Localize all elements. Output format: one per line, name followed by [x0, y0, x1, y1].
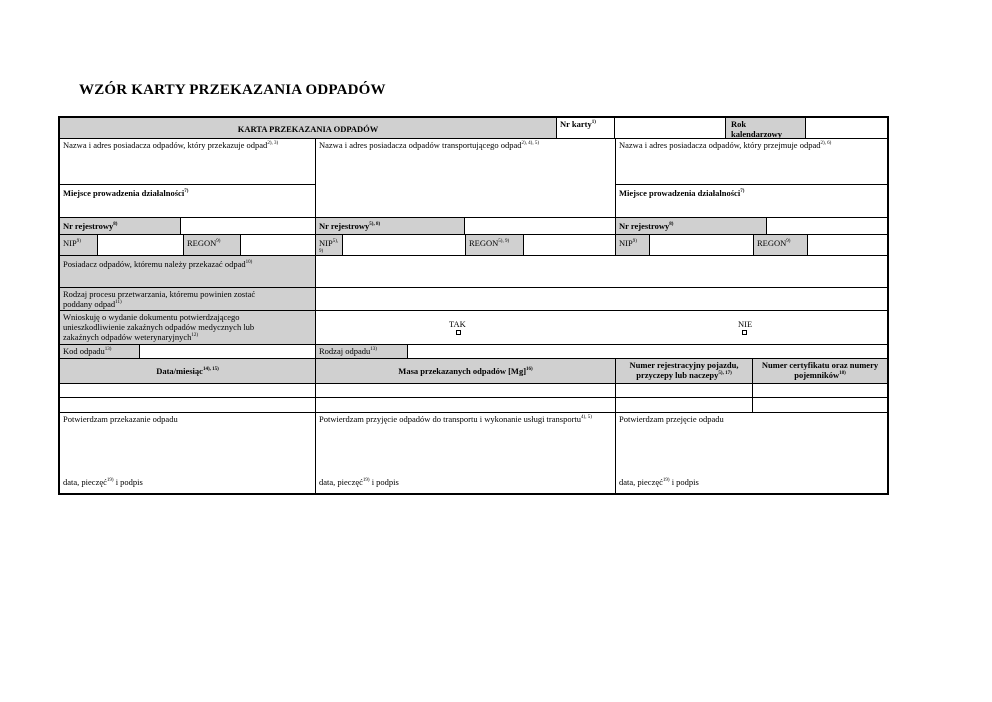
rok-field[interactable]	[806, 118, 887, 139]
przejmujacy-name-field[interactable]: Nazwa i adres posiadacza odpadów, który przejmuje odpad$^{2), 6)}$	[616, 139, 887, 185]
table-row-2-masa[interactable]	[316, 398, 616, 413]
rodzaj-procesu-field[interactable]	[316, 288, 887, 311]
table-row-1-certyfikat[interactable]	[753, 384, 887, 398]
nr-rejestrowy-field-3[interactable]	[767, 218, 887, 235]
table-row-1-data[interactable]	[60, 384, 316, 398]
confirm-przejecie[interactable]: Potwierdzam przejęcie odpadu data, pieczęć$^{19)}$ i podpis	[619, 414, 724, 487]
th-certyfikat: Numer certyfikatu oraz numery pojemników$^{18)}$	[753, 359, 887, 384]
nie-label: NIE	[738, 319, 753, 329]
przejmujacy-miejsce-field[interactable]: Miejsce prowadzenia działalności$^{7)}$	[616, 185, 887, 218]
kod-odpadu-label: Kod odpadu$^{13)}$	[60, 345, 140, 359]
th-nr-pojazdu: Numer rejestracyjny pojazdu, przyczepy lub naczepy$^{5), 17)}$	[616, 359, 753, 384]
table-row-2-pojazd[interactable]	[616, 398, 753, 413]
nr-karty-field[interactable]	[615, 118, 726, 139]
posiadacz-label: Posiadacz odpadów, któremu należy przekazać odpad$^{10)}$	[60, 256, 316, 288]
signature-label-3: data, pieczęć$^{19)}$ i podpis	[619, 477, 699, 487]
nr-rejestrowy-field-1[interactable]	[181, 218, 316, 235]
nip-field-1[interactable]	[98, 235, 184, 256]
waste-transfer-card	[58, 116, 889, 495]
table-row-1-pojazd[interactable]	[616, 384, 753, 398]
regon-label-1: REGON$^{9)}$	[184, 235, 241, 256]
nip-label-1: NIP$^{9)}$	[60, 235, 98, 256]
tak-checkbox[interactable]	[456, 330, 461, 335]
wnioskuje-options	[316, 311, 887, 345]
regon-label-3: REGON$^{9)}$	[754, 235, 808, 256]
table-row-1-masa[interactable]	[316, 384, 616, 398]
nr-rejestrowy-field-2[interactable]	[465, 218, 616, 235]
nr-rejestrowy-label-2: Nr rejestrowy$^{5), 8)}$	[316, 218, 465, 235]
nie-checkbox[interactable]	[742, 330, 747, 335]
posiadacz-field[interactable]	[316, 256, 887, 288]
nr-karty-label: Nr karty$^{1)}$	[557, 118, 615, 139]
nip-field-2[interactable]	[343, 235, 466, 256]
rok-label: Rok kalendarzowy	[726, 118, 806, 139]
nr-rejestrowy-label-3: Nr rejestrowy$^{8)}$	[616, 218, 767, 235]
confirm-przekazanie[interactable]: Potwierdzam przekazanie odpadu data, pieczęć$^{19)}$ i podpis	[60, 413, 316, 493]
regon-field-1[interactable]	[241, 235, 316, 256]
signature-label-1: data, pieczęć$^{19)}$ i podpis	[63, 477, 143, 487]
tak-label: TAK	[449, 319, 466, 329]
table-row-2-data[interactable]	[60, 398, 316, 413]
regon-field-3[interactable]	[808, 235, 887, 256]
rodzaj-odpadu-field[interactable]	[408, 345, 887, 359]
signature-label-2: data, pieczęć$^{19)}$ i podpis	[319, 477, 399, 487]
regon-label-2: $REGON^{5), 9)}$	[466, 235, 524, 256]
th-data: Data/miesiąc$^{14), 15)}$	[60, 359, 316, 384]
rodzaj-procesu-label: Rodzaj procesu przetwarzania, któremu powinien zostać poddany odpad$^{11)}$	[60, 288, 316, 311]
confirm-transport[interactable]: Potwierdzam przyjęcie odpadów do transportu i wykonanie usługi transportu$^{4), 5)}$ data, pieczęć$^{19)}$ i podpis	[316, 413, 616, 493]
nip-label-3: NIP$^{9)}$	[616, 235, 650, 256]
przekazujacy-name-field[interactable]: Nazwa i adres posiadacza odpadów, który przekazuje odpad$^{2), 3)}$	[60, 139, 316, 185]
nr-rejestrowy-label-1: Nr rejestrowy$^{8)}$	[60, 218, 181, 235]
card-title: KARTA PRZEKAZANIA ODPADÓW	[60, 118, 557, 139]
transportujacy-name-field[interactable]: Nazwa i adres posiadacza odpadów transportującego odpad$^{2), 4), 5)}$	[316, 139, 616, 218]
table-row-2-certyfikat[interactable]	[753, 398, 887, 413]
regon-field-2[interactable]	[524, 235, 616, 256]
nip-label-2: $NIP^{5), 9)}$	[316, 235, 343, 256]
przekazujacy-miejsce-field[interactable]: Miejsce prowadzenia działalności$^{7)}$	[60, 185, 316, 218]
page-title: WZÓR KARTY PRZEKAZANIA ODPADÓW	[79, 82, 386, 98]
nip-field-3[interactable]	[650, 235, 754, 256]
th-masa: Masa przekazanych odpadów $[Mg]^{16)}$	[316, 359, 616, 384]
wnioskuje-label: Wnioskuję o wydanie dokumentu potwierdzającego unieszkodliwienie zakaźnych odpadów medycznych lub zakaźnych odpadów weterynaryjnych$^{12)}$	[60, 311, 316, 345]
rodzaj-odpadu-label: Rodzaj odpadu$^{13)}$	[316, 345, 408, 359]
kod-odpadu-field[interactable]	[140, 345, 316, 359]
